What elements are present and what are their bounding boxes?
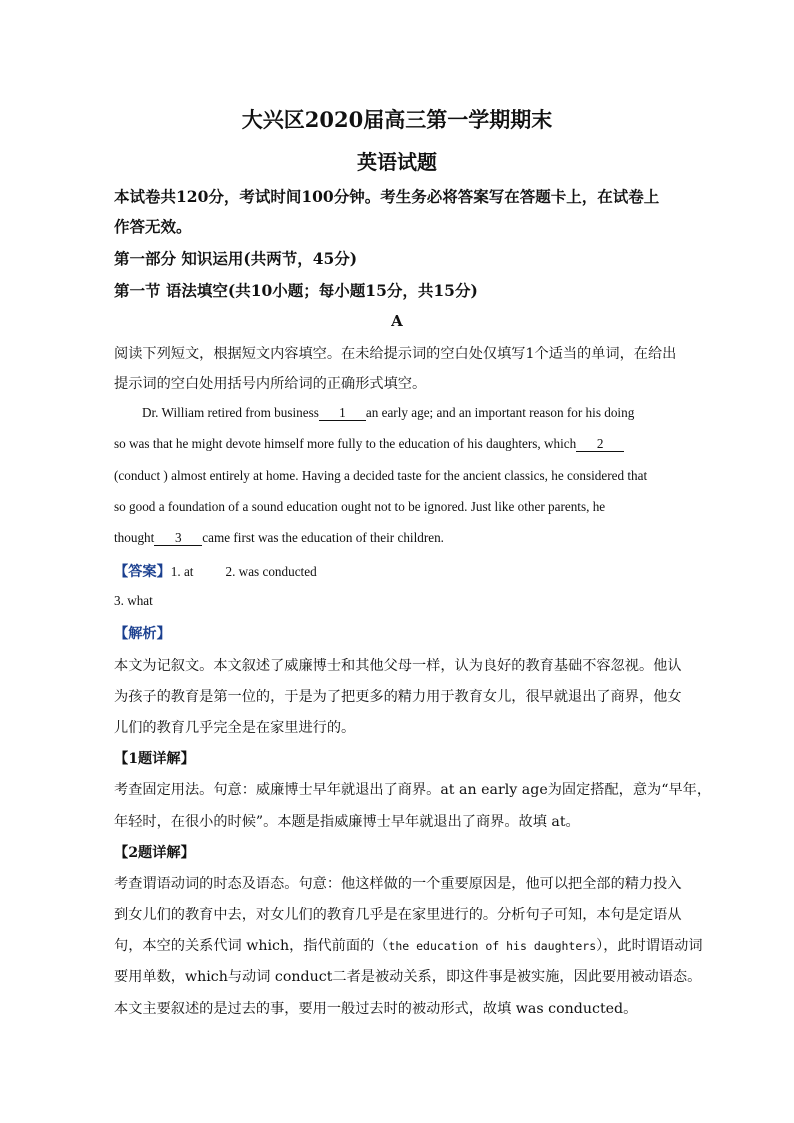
instructions-line-2: 作答无效。 (114, 217, 192, 236)
blank-2: 2 (576, 437, 624, 452)
q1-line-1: 考查固定用法。句意：威廉博士早年就退出了商界。at an early age为固定搭配，意为“早年， (114, 782, 712, 798)
directions-line-2: 提示词的空白处用括号内所给词的正确形式填空。 (114, 376, 427, 392)
section1-heading: 第一节 语法填空(共10小题；每小题15分，共15分) (114, 281, 478, 300)
passage-text: so was that he might devote himself more fully to the education of his daughters, which (114, 436, 577, 451)
directions-line-1: 阅读下列短文，根据短文内容填空。在未给提示词的空白处仅填写1个适当的单词，在给出 (114, 346, 677, 362)
q2-line-3 (114, 935, 703, 955)
passage-text: an early age; and an important reason for his doing (365, 405, 635, 420)
passage-text: Dr. William retired from business (142, 405, 319, 420)
passage-line-1 (142, 405, 634, 421)
q2-label: 【2题详解】 (114, 845, 195, 861)
answer-label: 【答案】 (114, 564, 171, 580)
analysis-label: 【解析】 (114, 626, 171, 642)
blank-3: 3 (154, 531, 202, 546)
q2-text: 句，本空的关系代词 which，指代前面的（ (114, 938, 389, 954)
q2-line-5: 本文主要叙述的是过去的事，要用一般过去时的被动形式，故填 was conducted。 (114, 1001, 638, 1017)
passage-text: came first was the education of their children. (202, 530, 444, 545)
passage-line-5 (114, 530, 444, 546)
page-title: 大兴区2020届高三第一学期期末 (241, 107, 553, 132)
q2-line-1: 考查谓语动词的时态及语态。句意：他这样做的一个重要原因是，他可以把全部的精力投入 (114, 876, 682, 892)
answer-line (114, 561, 317, 581)
analysis-line-2: 为孩子的教育是第一位的，于是为了把更多的精力用于教育女儿，很早就退出了商界，他女 (114, 689, 682, 705)
passage-line-3: (conduct ) almost entirely at home. Having a decided taste for the ancient classics, he considered that (114, 468, 648, 483)
q2-line-4: 要用单数，which与动词 conduct二者是被动关系，即这件事是被实施，因此要用被动语态。 (114, 969, 702, 985)
answer-item-1: 1. at (170, 564, 194, 579)
instructions-line-1: 本试卷共120分，考试时间100分钟。考生务必将答案写在答题卡上，在试卷上 (114, 187, 660, 206)
q2-line-2: 到女儿们的教育中去，对女儿们的教育几乎是在家里进行的。分析句子可知，本句是定语从 (114, 907, 682, 923)
part1-heading: 第一部分 知识运用(共两节，45分) (114, 249, 358, 268)
page-subtitle: 英语试题 (357, 150, 437, 174)
q2-text: ），此时谓语动词 (596, 938, 703, 954)
analysis-line-3: 儿们的教育几乎完全是在家里进行的。 (114, 720, 356, 736)
passage-text: thought (114, 530, 155, 545)
q1-label: 【1题详解】 (114, 751, 195, 767)
q1-line-2: 年轻时，在很小的时候”。本题是指威廉博士早年就退出了商界。故填 at。 (114, 814, 580, 830)
passage-label: A (391, 312, 403, 330)
answer-item-2: 2. was conducted (225, 564, 317, 579)
answer-item-3: 3. what (114, 593, 153, 608)
q2-code-text: the education of his daughters (388, 939, 597, 953)
blank-1: 1 (319, 406, 366, 421)
passage-line-2 (114, 436, 624, 452)
analysis-line-1: 本文为记叙文。本文叙述了威廉博士和其他父母一样，认为良好的教育基础不容忽视。他认 (114, 658, 682, 674)
passage-line-4: so good a foundation of a sound education ought not to be ignored. Just like other parents, he (114, 499, 606, 514)
